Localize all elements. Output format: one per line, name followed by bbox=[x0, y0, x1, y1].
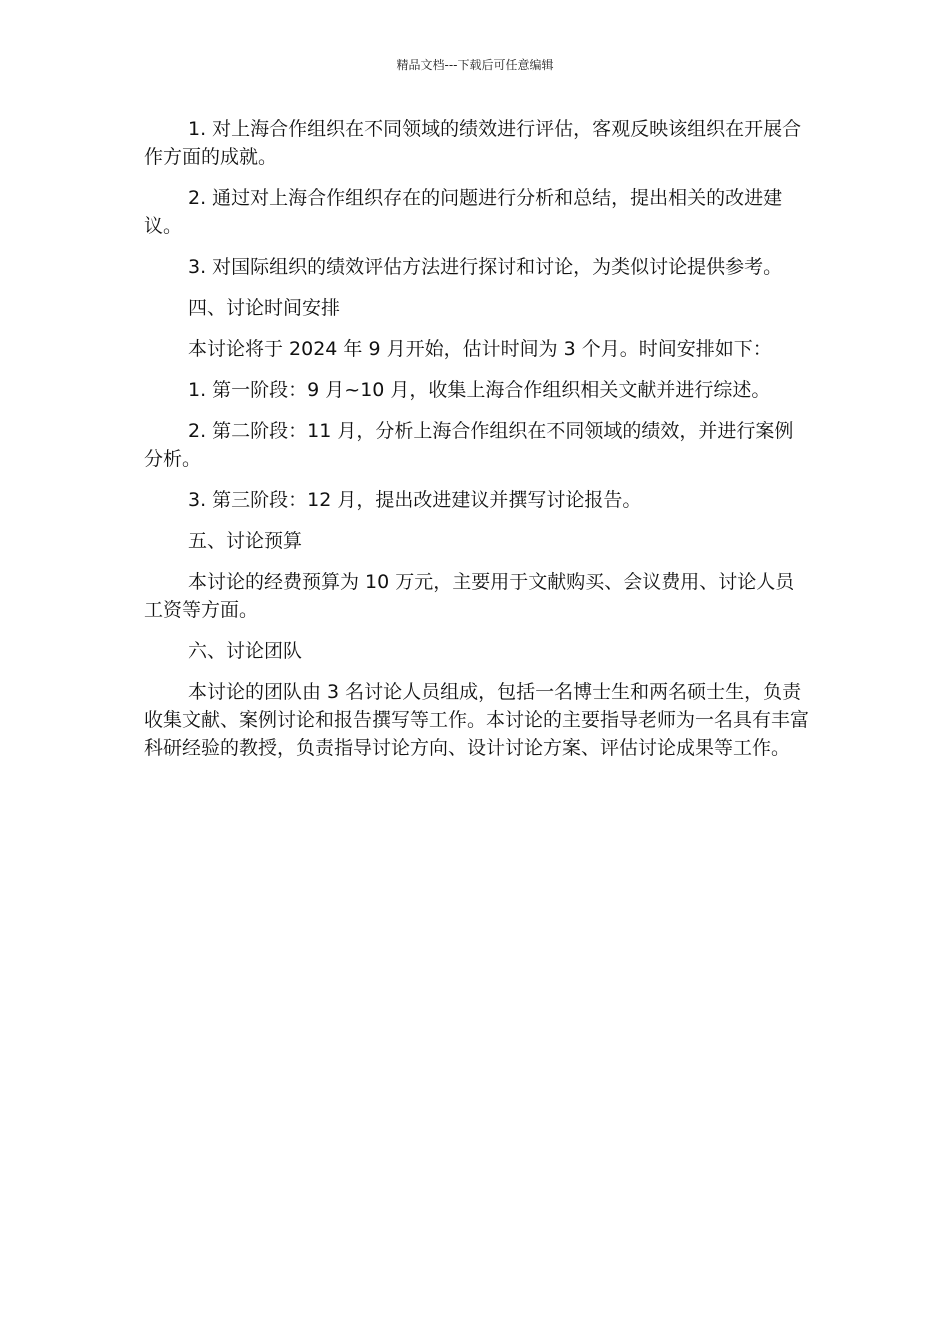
section-heading-budget: 五、讨论预算 bbox=[188, 530, 303, 552]
paragraph-goal-2: 2. 通过对上海合作组织存在的问题进行分析和总结，提出相关的改进建议。 bbox=[144, 187, 783, 237]
section-heading-team: 六、讨论团队 bbox=[188, 640, 303, 662]
paragraph-goal-3: 3. 对国际组织的绩效评估方法进行探讨和讨论，为类似讨论提供参考。 bbox=[188, 256, 783, 278]
paragraph-stage-2: 2. 第二阶段：11 月，分析上海合作组织在不同领域的绩效，并进行案例分析。 bbox=[144, 420, 794, 470]
paragraph-goal-1: 1. 对上海合作组织在不同领域的绩效进行评估，客观反映该组织在开展合作方面的成就。 bbox=[144, 118, 802, 168]
page-header: 精品文档---下载后可任意编辑 bbox=[396, 58, 554, 72]
document-body bbox=[144, 115, 810, 775]
section-heading-schedule: 四、讨论时间安排 bbox=[188, 297, 341, 319]
paragraph-team: 本讨论的团队由 3 名讨论人员组成，包括一名博士生和两名硕士生，负责收集文献、案例讨论和报告撰写等工作。本讨论的主要指导老师为一名具有丰富科研经验的教授，负责指导讨论方向、设计讨论方案、评估讨论成果等工作。 bbox=[144, 681, 810, 759]
paragraph-stage-1: 1. 第一阶段：9 月~10 月，收集上海合作组织相关文献并进行综述。 bbox=[188, 379, 771, 401]
paragraph-budget: 本讨论的经费预算为 10 万元，主要用于文献购买、会议费用、讨论人员工资等方面。 bbox=[144, 571, 795, 621]
paragraph-schedule-intro: 本讨论将于 2024 年 9 月开始，估计时间为 3 个月。时间安排如下： bbox=[188, 338, 772, 360]
paragraph-stage-3: 3. 第三阶段：12 月，提出改进建议并撰写讨论报告。 bbox=[188, 489, 642, 511]
